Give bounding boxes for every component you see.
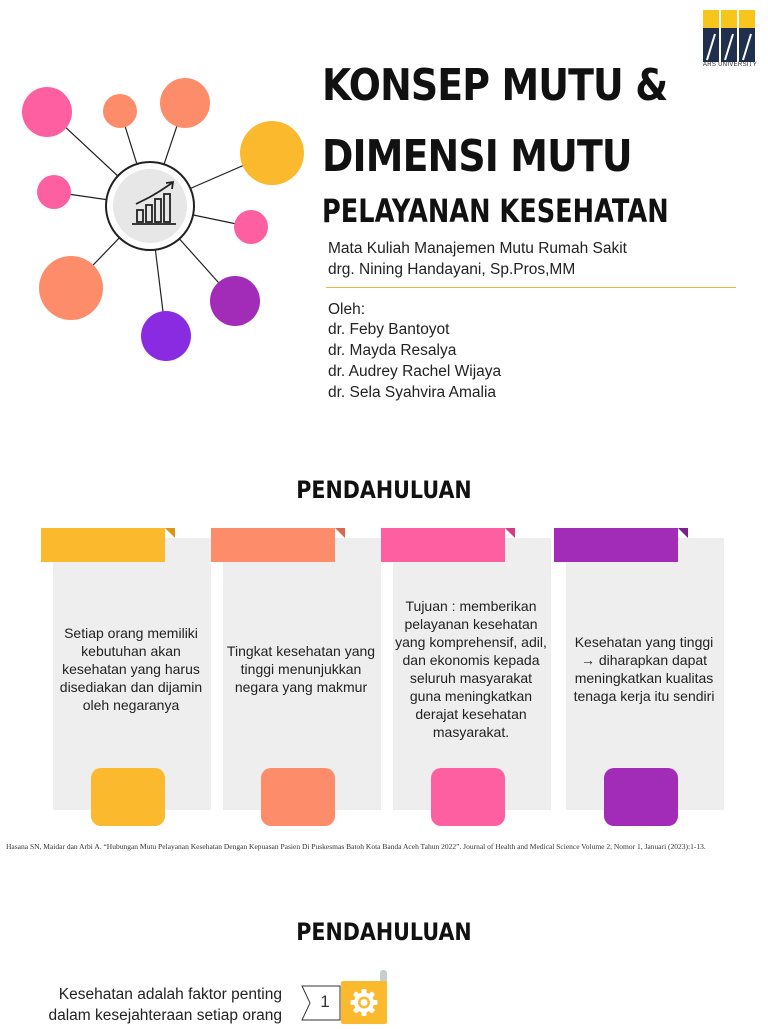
hub-circle-pink [22, 87, 72, 137]
item-1-text [0, 984, 282, 1026]
course-name: Mata Kuliah Manajemen Mutu Rumah Sakit [328, 240, 627, 257]
intro-card-3 [381, 528, 551, 828]
item-1-text-line-1: Kesehatan adalah faktor penting [58, 986, 282, 1003]
hub-circle-orange-small [103, 94, 137, 128]
item-1-number: 1 [320, 992, 330, 1011]
hub-circle-orange-large [39, 256, 103, 320]
lecturer-name: drg. Nining Handayani, Sp.Pros,MM [328, 261, 576, 278]
hub-circle-violet [141, 311, 191, 361]
intro-card-2 [211, 528, 381, 828]
author-3: dr. Audrey Rachel Wijaya [328, 363, 502, 380]
hub-diagram [0, 70, 320, 370]
hub-circle-orange [160, 78, 210, 128]
gear-icon [341, 981, 387, 1024]
hub-circle-magenta [210, 276, 260, 326]
ars-university-logo [703, 10, 755, 70]
hub-circle-pink-right [234, 210, 268, 244]
item-1-text-line-2: dalam kesejahteraan setiap orang [48, 1007, 282, 1024]
author-1: dr. Feby Bantoyot [328, 321, 450, 338]
card-2-text: Tingkat kesehatan yang tinggi menunjukkan negara yang makmur [226, 643, 376, 695]
divider [326, 287, 736, 288]
card-4-text: Kesehatan yang tinggi → diharapkan dapat meningkatkan kualitas tenaga kerja itu sendiri [573, 634, 715, 704]
intro-card-1 [41, 528, 211, 828]
hub-circle-pink-small [37, 175, 71, 209]
item-1-icon-box [341, 981, 387, 1024]
card-3-text: Tujuan : memberikan pelayanan kesehatan yang komprehensif, adil, dan ekonomis kepada seluruh masyarakat guna meningkatkan derajat kesehatan masyarakat. [395, 598, 547, 740]
card-1-text: Setiap orang memiliki kebutuhan akan kesehatan yang harus disediakan dan dijamin oleh negaranya [59, 625, 203, 713]
hub-circle-yellow [240, 121, 304, 185]
author-4: dr. Sela Syahvira Amalia [328, 384, 497, 401]
title-line-1: KONSEP MUTU & [322, 60, 668, 111]
section-title-1: PENDAHULUAN [296, 476, 472, 504]
subtitle: PELAYANAN KESEHATAN [322, 192, 669, 230]
intro-card-4 [554, 528, 724, 828]
logo-caption: ARS UNIVERSITY [702, 62, 758, 68]
author-2: dr. Mayda Resalya [328, 342, 457, 359]
by-label: Oleh: [328, 301, 366, 318]
section-title-2: PENDAHULUAN [296, 918, 472, 946]
title-line-2: DIMENSI MUTU [322, 131, 632, 182]
citation: Hasana SN, Maidar dan Arbi A. “Hubungan Mutu Pelayanan Kesehatan Dengan Kepuasan Pasien Di Puskesmas Batoh Kota Banda Aceh Tahun 2022”. Journal of Health and Medical Science Volume 2, Nomor 1, Januari (2023):1-13. [6, 842, 706, 851]
